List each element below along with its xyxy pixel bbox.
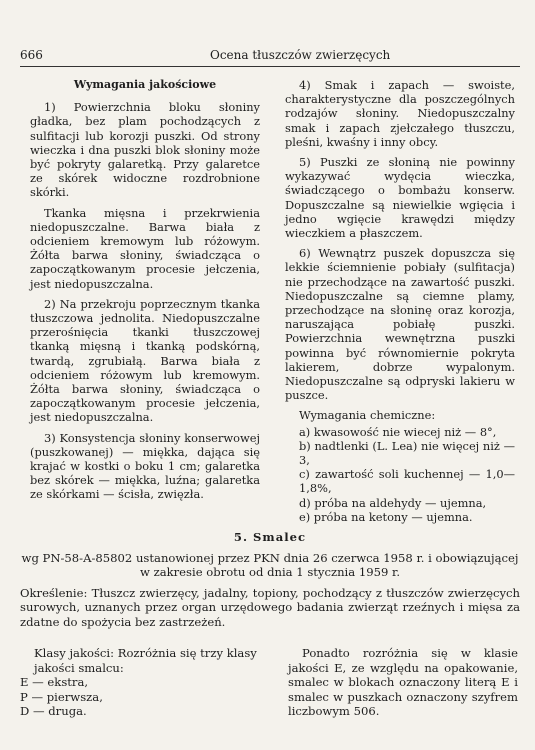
quality-classes-note bbox=[288, 646, 518, 719]
chemical-requirement: c) zawartość soli kuchennej — 1,0—1,8%, bbox=[299, 467, 515, 496]
chemical-requirements-intro: Wymagania chemiczne: bbox=[299, 408, 436, 423]
left-paragraph: 3) Konsystencja słoniny konserwowej (puszkowanej) — miękka, dająca się krajać w kostki o boku 1 cm; galaretka bez skórek — miękka, luźna; galaretka ze skórkami — ścisła, zwięzła. bbox=[30, 430, 260, 502]
lard-section bbox=[20, 530, 520, 641]
quality-classes-intro: Klasy jakości: Rozróżnia się trzy klasy jakości smalcu: bbox=[34, 646, 257, 675]
quality-class-item: P — pierwsza, bbox=[20, 689, 103, 704]
left-paragraph: 1) Powierzchnia bloku słoniny gładka, bez plam pochodzących z sulfitacji lub korozji puszki. Od strony wieczka i dna puszki blok słoniny może być pokryty galaretką. Przy galaretce ze skórek widoczne rozdrobnione skórki. bbox=[30, 100, 260, 200]
right-paragraph: 6) Wewnątrz puszek dopuszcza się lekkie ściemnienie pobiały (sulfitacja) nie przechodzące na zawartość puszki. Niedopuszczalne są ciemne plamy, przechodzące na słoninę oraz korozja, naruszająca pobiałę puszki. Powierzchnia wewnętrzna puszki powinna być równomiernie pokryta lakierem, dobrze wypalonym. Niedopuszczalne są odpryski lakieru w puszce. bbox=[285, 246, 515, 403]
page-header bbox=[20, 48, 520, 67]
quality-classes bbox=[20, 646, 260, 719]
right-paragraph: 4) Smak i zapach — swoiste, charakterystyczne dla poszczególnych rodzajów słoniny. Niedopuszczalny smak i zapach zjełczałego tłuszczu, pleśni, kwaśny i inny obcy. bbox=[285, 78, 515, 149]
right-column bbox=[285, 78, 515, 524]
quality-classes-note-text: Ponadto rozróżnia się w klasie jakości E, ze względu na opakowanie, smalec w blokach oznaczony literą E i smalec w puszkach oznaczony szyfrem liczbowym 506. bbox=[288, 646, 518, 718]
chemical-requirement: b) nadtlenki (L. Lea) nie więcej niż — 3, bbox=[299, 438, 515, 468]
left-paragraph: 2) Na przekroju poprzecznym tkanka tłuszczowa jednolita. Niedopuszczalne przerośnięcia tkanki tłuszczowej tkanką mięsną i tkanką podskórną, twardą, zgrubiałą. Barwa biała z odcieniem różowym lub kremowym. Żółta barwa słoniny, świadcząca o zapoczątkowanym procesie jełczenia, jest niedopuszczalna. bbox=[30, 296, 260, 425]
chemical-requirement: d) próba na aldehydy — ujemna, bbox=[299, 495, 487, 510]
section-norm: wg PN-58-A-85802 ustanowionej przez PKN dnia 26 czerwca 1958 r. i obowiązującej w zakresie obrotu od dnia 1 stycznia 1959 r. bbox=[21, 550, 519, 579]
right-paragraph: 5) Puszki ze słoniną nie powinny wykazywać wydęcia wieczka, świadczącego o bombażu konserw. Dopuszczalne są niewielkie wgięcia i jedno wgięcie krawędzi między wieczkiem a płaszczem. bbox=[285, 155, 515, 241]
chemical-requirement: e) próba na ketony — ujemna. bbox=[299, 509, 473, 524]
quality-requirements-heading: Wymagania jakościowe bbox=[73, 78, 217, 91]
section-title: 5. Smalec bbox=[233, 530, 307, 544]
section-definition: Określenie: Tłuszcz zwierzęcy, jadalny, topiony, pochodzący z tłuszczów zwierzęcych surowych, uznanych przez organ urzędowego badania zwierząt rzeźnych i mięsa za zdatne do spożycia bez zastrzeżeń. bbox=[20, 585, 520, 629]
page-number: 666 bbox=[20, 48, 43, 62]
quality-class-item: E — ekstra, bbox=[20, 675, 89, 689]
quality-class-item: D — druga. bbox=[20, 704, 87, 718]
left-column bbox=[30, 78, 260, 508]
left-paragraph: Tkanka mięsna i przekrwienia niedopuszczalne. Barwa biała z odcieniem kremowym lub różowym. Żółta barwa słoniny, świadcząca o zapoczątkowanym procesie jełczenia, jest niedopuszczalna. bbox=[30, 205, 260, 291]
running-title: Ocena tłuszczów zwierzęcych bbox=[210, 48, 391, 62]
chemical-requirement: a) kwasowość nie wiecej niż — 8°, bbox=[299, 424, 497, 439]
